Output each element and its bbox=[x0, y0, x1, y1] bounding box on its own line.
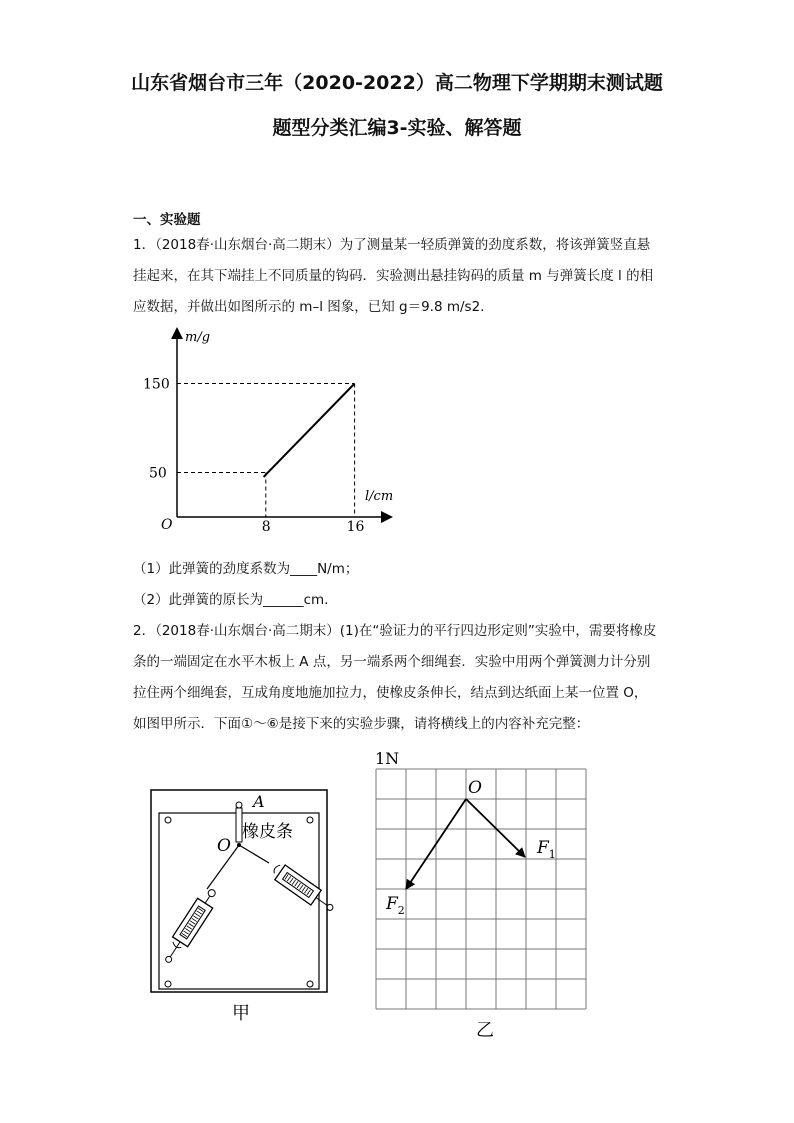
scale-label: 1N bbox=[375, 749, 400, 768]
q2-line2: 条的一端固定在水平木板上 A 点，另一端系两个细绳套．实验中用两个弹簧测力计分别 bbox=[133, 654, 651, 670]
y-axis-label: m/g bbox=[185, 330, 211, 345]
origin-label: O bbox=[161, 517, 173, 533]
x-tick-label: 16 bbox=[346, 519, 365, 535]
pin bbox=[165, 981, 171, 987]
label-o: O bbox=[217, 836, 231, 856]
q1-line2: 挂起来，在其下端挂上不同质量的钩码．实验测出悬挂钩码的质量 m 与弹簧长度 l 的相 bbox=[133, 268, 654, 284]
figure-jia bbox=[145, 785, 345, 1025]
label-f2: $F_2$ bbox=[386, 894, 405, 917]
label-o: O bbox=[468, 778, 482, 798]
q1-line1: 1．（2018春·山东烟台·高二期末）为了测量某一轻质弹簧的劲度系数，将该弹簧竖直悬 bbox=[133, 237, 651, 253]
q2-line1: 2．（2018春·山东烟台·高二期末）(1)在“验证力的平行四边形定则”实验中，需要将橡皮 bbox=[133, 623, 657, 639]
caption-yi: 乙 bbox=[476, 1020, 494, 1041]
q1-line3: 应数据，并做出如图所示的 m–l 图象，已知 g＝9.8 m/s2. bbox=[133, 299, 485, 315]
x-tick-label: 8 bbox=[261, 519, 271, 535]
doc-title-line2: 题型分类汇编3-实验、解答题 bbox=[272, 117, 522, 139]
ml-chart bbox=[135, 325, 395, 540]
y-tick-label: 150 bbox=[143, 376, 170, 393]
x-axis-label: l/cm bbox=[365, 489, 394, 504]
anchor-a bbox=[236, 802, 242, 808]
q1-sub2: （2）此弹簧的原长为______cm. bbox=[133, 592, 329, 608]
pin bbox=[307, 817, 313, 823]
pin bbox=[307, 981, 313, 987]
q2-line3: 拉住两个细绳套，互成角度地施加拉力，使橡皮条伸长，结点到达纸面上某一位置 O， bbox=[133, 685, 648, 701]
string-right bbox=[239, 845, 269, 863]
doc-title-line1: 山东省烟台市三年（2020-2022）高二物理下学期期末测试题 bbox=[131, 72, 663, 94]
label-a: A bbox=[253, 792, 265, 811]
spring-scale-left bbox=[159, 885, 221, 967]
figure-yi bbox=[370, 745, 600, 1045]
q1-sub1: （1）此弹簧的劲度系数为____N/m； bbox=[133, 561, 359, 577]
pin bbox=[165, 817, 171, 823]
data-line bbox=[264, 384, 355, 477]
caption-jia: 甲 bbox=[232, 1003, 250, 1024]
y-tick-label: 50 bbox=[149, 465, 167, 482]
label-f1: $F_1$ bbox=[537, 838, 556, 861]
label-band: 橡皮条 bbox=[242, 822, 293, 842]
q2-line4: 如图甲所示．下面①～⑥是接下来的实验步骤，请将横线上的内容补充完整： bbox=[133, 716, 590, 732]
section-heading: 一、实验题 bbox=[133, 212, 201, 228]
